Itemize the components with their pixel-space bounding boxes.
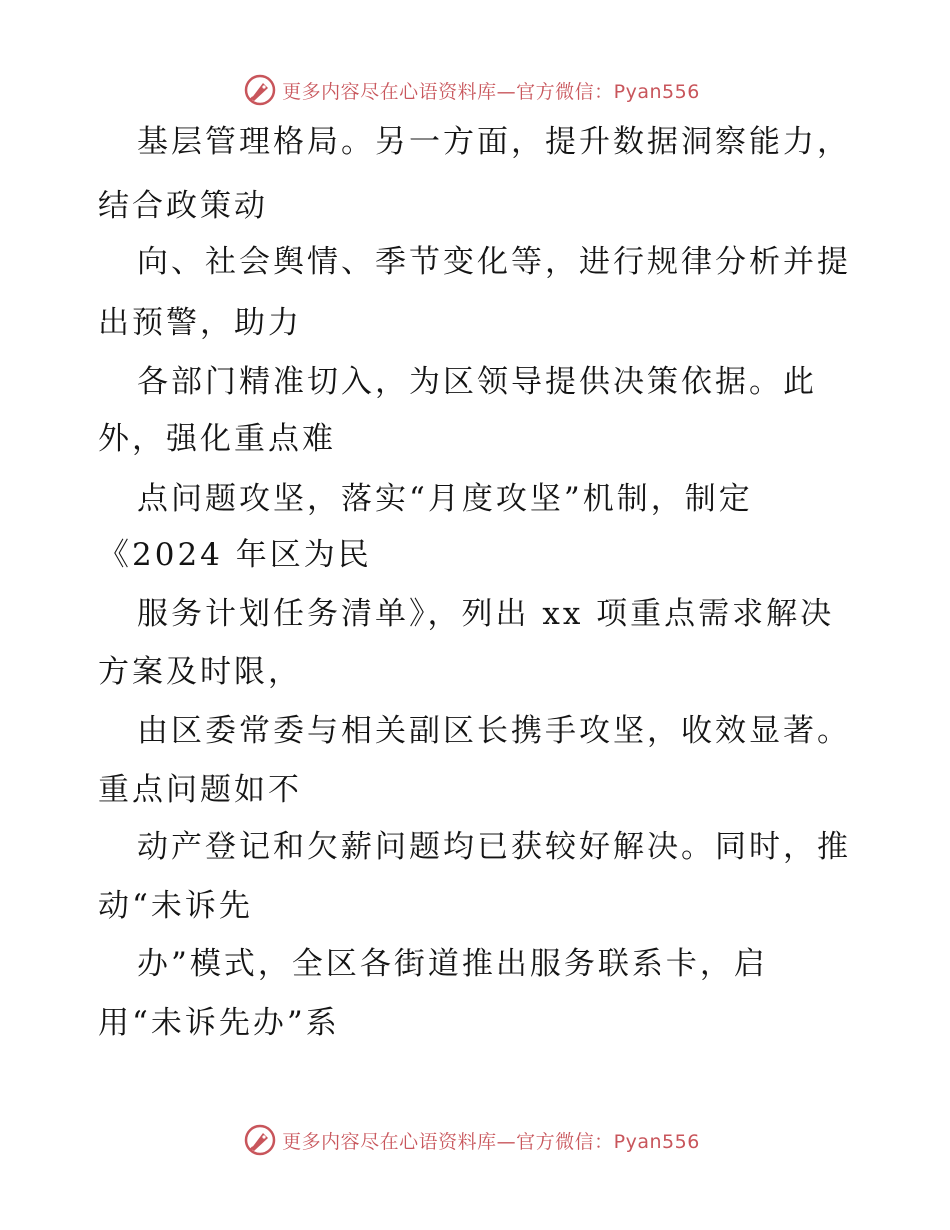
pen-nib-logo-icon bbox=[244, 1124, 276, 1156]
paragraph-line: 方案及时限， bbox=[98, 654, 302, 690]
paragraph-line: 用“未诉先办”系 bbox=[98, 1005, 340, 1041]
paragraph-line: 由区委常委与相关副区长携手攻坚，收效显著。 bbox=[137, 713, 851, 749]
footer-watermark-content bbox=[244, 1124, 700, 1156]
paragraph-line: 《2024 年区为民 bbox=[98, 537, 372, 573]
watermark-text: 更多内容尽在心语资料库—官方微信：Pyan556 bbox=[282, 1130, 700, 1153]
paragraph-line: 各部门精准切入，为区领导提供决策依据。此 bbox=[137, 364, 817, 400]
paragraph-line: 基层管理格局。另一方面，提升数据洞察能力， bbox=[137, 124, 851, 160]
pen-nib-logo-icon bbox=[244, 74, 276, 106]
paragraph-line: 外，强化重点难 bbox=[98, 421, 336, 457]
header-watermark-banner bbox=[0, 70, 950, 110]
header-watermark-content bbox=[244, 74, 700, 106]
watermark-text: 更多内容尽在心语资料库—官方微信：Pyan556 bbox=[282, 80, 700, 103]
footer-watermark-banner bbox=[0, 1120, 950, 1160]
paragraph-line: 动产登记和欠薪问题均已获较好解决。同时，推 bbox=[137, 829, 851, 865]
paragraph-line: 办”模式，全区各街道推出服务联系卡，启 bbox=[137, 946, 768, 982]
paragraph-line: 重点问题如不 bbox=[98, 772, 302, 808]
paragraph-line: 点问题攻坚，落实“月度攻坚”机制，制定 bbox=[137, 481, 753, 517]
paragraph-line: 向、社会舆情、季节变化等，进行规律分析并提 bbox=[137, 244, 851, 280]
paragraph-line: 结合政策动 bbox=[98, 188, 268, 224]
paragraph-line: 服务计划任务清单》，列出 xx 项重点需求解决 bbox=[137, 596, 835, 632]
paragraph-line: 出预警，助力 bbox=[98, 305, 302, 341]
paragraph-line: 动“未诉先 bbox=[98, 888, 253, 924]
